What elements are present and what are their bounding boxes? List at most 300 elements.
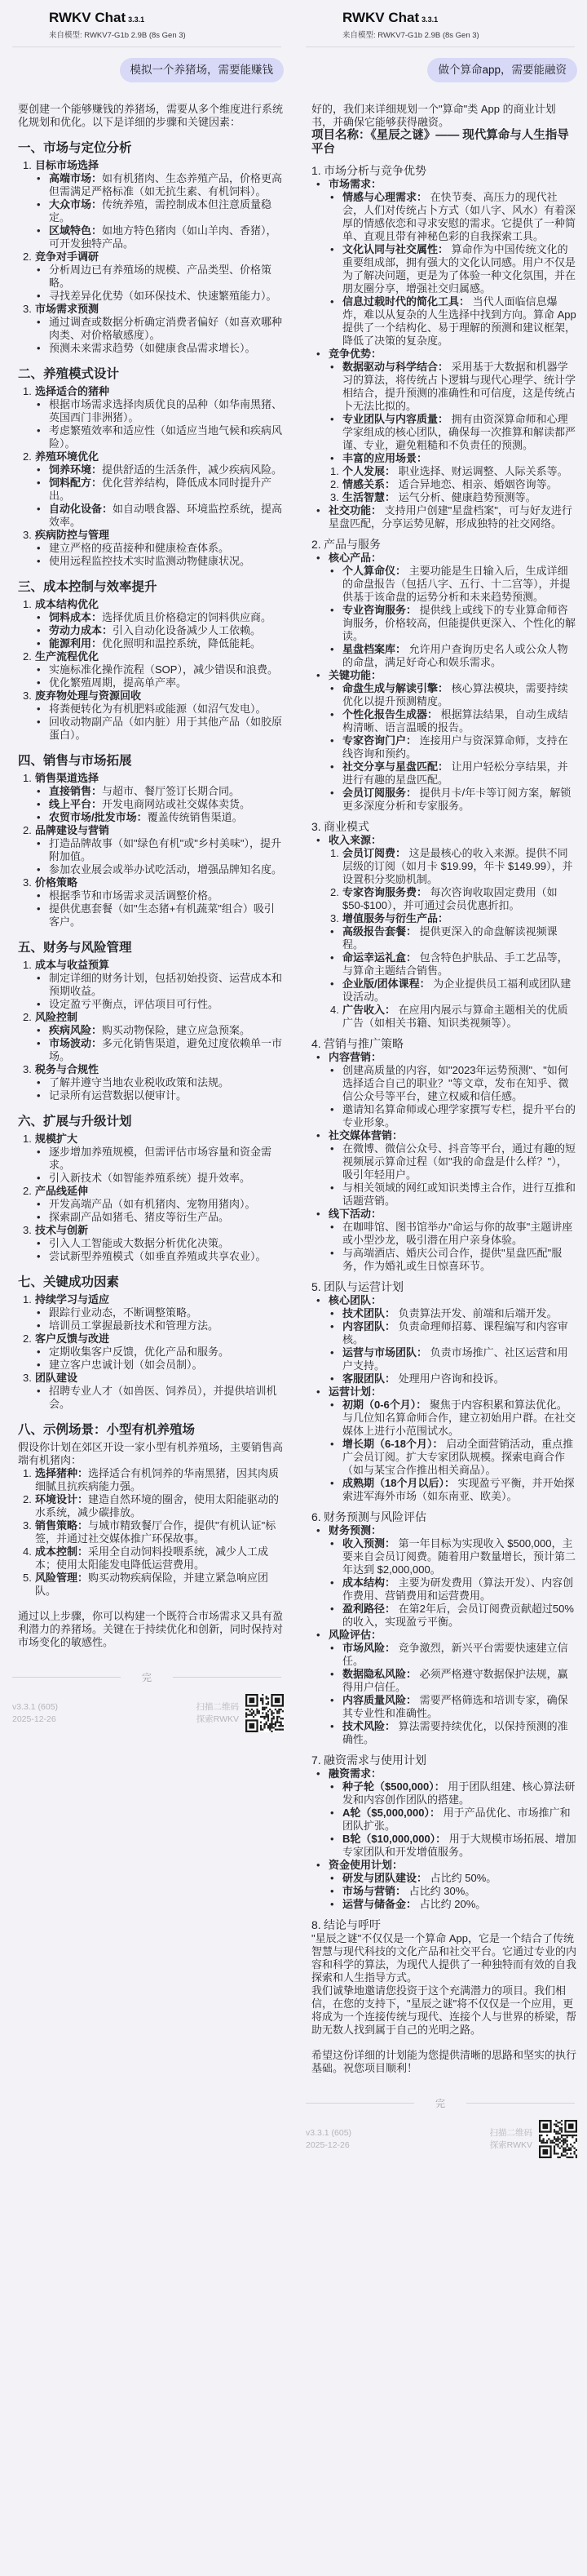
list-text: 与相关领域的网红或知识类博主合作，进行互推和话题营销。: [342, 1182, 576, 1207]
list-text: 分析周边已有养殖场的规模、产品类型、价格策略。: [49, 264, 272, 289]
spacer: [311, 2037, 576, 2049]
list-item: [23, 598, 283, 611]
list-item: [330, 413, 576, 452]
list-marker: •: [37, 477, 41, 489]
list-marker: •: [330, 604, 334, 616]
list-text: 市场需求：: [329, 178, 382, 190]
list-text: 建立严格的疫苗接种和健康检查体系。: [49, 542, 230, 554]
list-marker: •: [37, 1346, 41, 1358]
list-item: [37, 1385, 283, 1411]
list-marker: •: [316, 504, 320, 517]
list-text: A轮（$5,000,000）： 用于产品优化、市场推广和团队扩张。: [342, 1807, 571, 1832]
qr-code: [539, 2120, 577, 2158]
list-item: [37, 798, 283, 811]
list-marker: •: [330, 1668, 334, 1680]
list-marker: •: [316, 1524, 320, 1536]
list-marker: •: [37, 1037, 41, 1049]
list-marker: 3.: [23, 529, 32, 541]
list-item: [330, 1372, 576, 1386]
list-item: [330, 478, 576, 491]
footer-version-block: [306, 2127, 351, 2152]
list-text: 招聘专业人才（如兽医、饲养员），并提供培训机会。: [49, 1385, 277, 1410]
list-text: 劳动力成本：引入自动化设备减少人工依赖。: [49, 624, 262, 636]
list-text: 尝试新型养殖模式（如垂直养殖或共享农业）。: [49, 1250, 267, 1262]
list-item: [330, 1780, 576, 1807]
list-text: 探索副产品如猪毛、猪皮等衍生产品。: [49, 1211, 230, 1223]
list-marker: 2.: [23, 450, 32, 463]
list-text: 销售渠道选择: [35, 772, 99, 784]
list-text: 销售策略：与城市精致餐厅合作，提供"有机认证"标签，并通过社交媒体推广环保故事。: [35, 1519, 276, 1545]
list-text: 融资需求与使用计划: [324, 1754, 426, 1767]
list-marker: 2.: [330, 886, 339, 898]
footer-qr-block: [196, 1694, 285, 1732]
list-item: [37, 342, 283, 355]
list-text: 情感关系： 适合异地恋、相亲、婚姻咨询等。: [342, 478, 558, 490]
footer-date: 2025-12-26: [306, 2139, 350, 2150]
list-marker: •: [330, 1807, 334, 1819]
list-text: 品牌建设与营销: [35, 824, 110, 836]
list-item: [330, 643, 576, 669]
list-item: [37, 172, 283, 198]
list-item: [37, 424, 283, 450]
list-text: 使用远程监控技术实时监测动物健康状况。: [49, 555, 251, 567]
list-text: 核心产品：: [329, 552, 382, 564]
list-item: [316, 834, 576, 847]
list-item: [37, 998, 283, 1011]
list-marker: •: [330, 925, 334, 938]
list-item: [330, 1668, 576, 1694]
list-item: [37, 290, 283, 303]
list-marker: •: [37, 703, 41, 715]
list-text: 星盘档案库： 允许用户查询历史名人或公众人物的命盘，满足好奇心和娱乐需求。: [342, 643, 568, 668]
list-item: [23, 1572, 283, 1598]
list-item: [37, 1089, 283, 1102]
list-text: 打造品牌故事（如"绿色有机"或"乡村美味"），提升附加值。: [49, 837, 281, 862]
list-marker: 3.: [23, 1224, 32, 1236]
list-marker: •: [330, 734, 334, 747]
list-marker: 1.: [23, 159, 32, 171]
list-marker: •: [37, 555, 41, 567]
list-marker: •: [37, 611, 41, 623]
list-marker: 3.: [23, 1519, 32, 1532]
list-item: [37, 716, 283, 742]
list-item: [37, 637, 283, 650]
list-text: 生产流程优化: [35, 650, 99, 663]
list-marker: •: [316, 1859, 320, 1871]
list-marker: •: [316, 1629, 320, 1641]
paragraph: 项目名称：《星辰之谜》—— 现代算命与人生指导平台: [311, 129, 569, 156]
list-marker: 3.: [23, 876, 32, 889]
list-item: [23, 1293, 283, 1306]
list-item: [330, 886, 576, 912]
list-item: [23, 1545, 283, 1572]
list-text: 个人发展： 职业选择、财运调整、人际关系等。: [342, 465, 568, 477]
list-marker: •: [330, 1372, 334, 1385]
section-heading: 六、扩展与升级计划: [18, 1115, 132, 1128]
list-item: [37, 463, 283, 477]
list-text: 运营与市场团队： 负责市场推广、社区运营和用户支持。: [342, 1346, 568, 1372]
list-marker: •: [37, 902, 41, 915]
list-text: 专家咨询门户： 连接用户与资深算命师，支持在线咨询和预约。: [342, 734, 568, 760]
list-text: 大众市场：传统养殖，需控制成本但注意质量稳定。: [49, 198, 272, 224]
list-item: [37, 503, 283, 529]
list-item: [37, 1172, 283, 1185]
list-marker: •: [37, 1250, 41, 1262]
divider-line: [306, 2103, 414, 2104]
list-text: 竞争对手调研: [35, 251, 99, 263]
list-text: 直接销售：与超市、餐厅签订长期合同。: [49, 785, 241, 797]
list-item: [330, 491, 576, 504]
assistant-message: [294, 82, 587, 2075]
list-marker: 5.: [23, 1572, 32, 1584]
list-text: 根据市场需求选择肉质优良的品种（如华南黑猪、英国西门非洲猪）。: [49, 398, 283, 423]
list-item: [316, 1294, 576, 1307]
qr-caption: [490, 2127, 533, 2152]
list-marker: •: [330, 243, 334, 255]
list-marker: •: [330, 787, 334, 799]
divider-line: [12, 1677, 121, 1678]
list-text: 增长期（6-18个月）： 启动全面营销活动，重点推广会员订阅。扩大专家团队规模。探索电商合作（如与某宝合作推出相关商品）。: [342, 1438, 574, 1476]
list-item: [330, 465, 576, 478]
list-item: [23, 385, 283, 398]
list-text: 与高端酒店、婚庆公司合作，提供"星盘匹配"服务，作为婚礼或生日惊喜环节。: [342, 1247, 563, 1272]
list-text: 邀请知名算命师或心理学家撰写专栏，提升平台的专业形象。: [342, 1103, 576, 1128]
list-marker: •: [330, 565, 334, 577]
user-message-bubble: 做个算命app，需要能融资: [427, 58, 577, 82]
list-text: 价格策略: [35, 876, 78, 889]
list-marker: 1.: [330, 465, 339, 477]
list-item: [330, 1004, 576, 1030]
list-item: [23, 1519, 283, 1545]
list-text: 成本与收益预算: [35, 959, 110, 971]
list-marker: •: [37, 889, 41, 902]
list-text: 种子轮（$500,000）： 用于团队组建、核心算法研发和内容创作团队的搭建。: [342, 1780, 576, 1806]
list-item: [37, 837, 283, 863]
list-marker: 3.: [23, 689, 32, 702]
list-marker: •: [37, 798, 41, 810]
list-text: 将粪便转化为有机肥料或能源（如沼气发电）。: [49, 703, 267, 715]
list-item: [37, 224, 283, 251]
list-item: [330, 1346, 576, 1372]
list-text: 寻找差异化优势（如环保技术、快速繁殖能力）。: [49, 290, 277, 302]
user-message-row: [0, 47, 294, 82]
end-label: 完: [435, 2098, 446, 2109]
list-text: 核心团队：: [329, 1294, 382, 1306]
list-text: 会员订阅服务： 提供月卡/年卡等订阅方案，解锁更多深度分析和专家服务。: [342, 787, 572, 812]
list-marker: •: [316, 669, 320, 681]
list-marker: •: [37, 1306, 41, 1319]
list-text: 命运幸运礼盒： 包含特色护肤品、手工艺品等，与算命主题结合销售。: [342, 951, 568, 977]
list-text: 丰富的应用场景：: [342, 452, 428, 464]
list-item: [330, 1872, 576, 1885]
divider-line: [466, 2103, 575, 2104]
list-text: 农贸市场/批发市场：覆盖传统销售渠道。: [49, 811, 243, 823]
list-text: 市场分析与竞争优势: [324, 164, 426, 177]
list-item: [330, 1064, 576, 1103]
paragraph: 我们诚挚地邀请您投资于这个充满潜力的项目。我们相信，在您的支持下，"星辰之谜"将不仅仅是一个应用，更将成为一个连接传统与现代、连接个人与世界的桥梁，帮助无数人找到属于自己的光明之路。: [311, 1984, 577, 2036]
section-heading: 八、示例场景：小型有机养殖场: [18, 1423, 196, 1437]
list-marker: •: [37, 1172, 41, 1184]
list-marker: 1.: [23, 598, 32, 610]
list-marker: •: [37, 1076, 41, 1088]
list-item: [23, 1493, 283, 1519]
list-marker: •: [37, 1198, 41, 1210]
list-item: [37, 1146, 283, 1172]
section-heading: 五、财务与风险管理: [18, 941, 132, 955]
list-marker: •: [37, 224, 41, 237]
list-marker: 1.: [330, 847, 339, 859]
list-text: 养殖环境优化: [35, 450, 99, 463]
list-text: 废弃物处理与资源回收: [35, 689, 142, 702]
list-text: 关键功能：: [329, 669, 382, 681]
list-text: 研发与团队建设： 占比约 50%。: [342, 1872, 497, 1884]
list-marker: 4.: [330, 1004, 339, 1016]
paragraph: 通过以上步骤，你可以构建一个既符合市场需求又具有盈利潜力的养猪场。关键在于持续优化和创新，同时保持对市场变化的敏感性。: [18, 1610, 284, 1648]
list-marker: •: [330, 1320, 334, 1332]
list-text: 考虑繁殖效率和适应性（如适应当地气候和疾病风险）。: [49, 424, 283, 450]
list-text: 在微博、微信公众号、抖音等平台，通过有趣的短视频展示算命过程（如"我的命盘是什么样？"），吸引年轻用户。: [342, 1142, 576, 1181]
list-marker: •: [37, 172, 41, 184]
qr-caption-line1: 扫描二维码: [196, 1701, 239, 1712]
list-item: [37, 902, 283, 929]
list-marker: •: [37, 542, 41, 554]
footer-date: 2025-12-26: [12, 1714, 56, 1724]
list-marker: •: [330, 1694, 334, 1706]
divider-line: [173, 1677, 281, 1678]
list-marker: •: [330, 1603, 334, 1615]
list-item: [330, 604, 576, 643]
list-marker: •: [37, 1237, 41, 1249]
list-text: 内容营销：: [329, 1051, 382, 1063]
list-marker: •: [330, 951, 334, 964]
list-text: 专家咨询服务费： 每次咨询收取固定费用（如 $50-$100），并可通过会员优惠折扣。: [342, 886, 558, 911]
list-text: 环境设计：建造自然环境的圈舍，使用太阳能驱动的水系统，减少碳排放。: [35, 1493, 280, 1519]
list-marker: 5.: [311, 1280, 321, 1293]
list-item: [330, 1438, 576, 1477]
list-text: 营销与推广策略: [324, 1037, 404, 1050]
list-item: [23, 876, 283, 889]
section-heading: [311, 1918, 576, 1932]
list-marker: 1.: [23, 385, 32, 397]
list-text: 成本结构优化: [35, 598, 99, 610]
list-item: [330, 1576, 576, 1603]
section-heading: [311, 164, 576, 178]
list-item: [330, 1720, 576, 1746]
list-text: 增值服务与衍生产品：: [342, 912, 449, 924]
list-item: [23, 1224, 283, 1237]
paragraph: 假设你计划在郊区开设一家小型有机养殖场，主要销售高端有机猪肉：: [18, 1441, 284, 1466]
list-marker: 2.: [23, 1011, 32, 1023]
list-text: 专业团队与内容质量： 拥有由资深算命师和心理学家组成的核心团队，确保每一次推算和解读都严谨、专业，避免粗糙和不负责任的预测。: [342, 413, 576, 451]
list-marker: •: [330, 1399, 334, 1411]
list-marker: •: [37, 264, 41, 276]
list-marker: •: [330, 1872, 334, 1884]
section-heading: 七、关键成功因素: [18, 1275, 120, 1289]
list-marker: •: [330, 1477, 334, 1489]
section-heading: 四、销售与市场拓展: [18, 754, 132, 768]
list-marker: 2.: [23, 1493, 32, 1505]
app-version-badge: 3.3.1: [421, 16, 439, 24]
list-text: 成本结构： 主要为研发费用（算法开发）、内容创作费用、营销费用和运营费用。: [342, 1576, 574, 1602]
list-item: [330, 1142, 576, 1182]
list-marker: 3.: [23, 1372, 32, 1384]
list-marker: •: [37, 1359, 41, 1371]
list-text: 提供优惠套餐（如"生态猪+有机蔬菜"组合）吸引客户。: [49, 902, 275, 928]
list-item: [23, 1467, 283, 1493]
list-text: 定期收集客户反馈，优化产品和服务。: [49, 1346, 230, 1358]
list-item: [330, 1399, 576, 1438]
list-marker: •: [37, 676, 41, 689]
list-marker: •: [37, 624, 41, 636]
list-marker: 6.: [311, 1510, 321, 1523]
section-heading: [311, 538, 576, 552]
list-marker: 1.: [23, 1467, 32, 1479]
list-marker: •: [37, 863, 41, 876]
list-text: 市场风险： 竞争激烈，新兴平台需要快速建立信任。: [342, 1642, 568, 1667]
list-item: [23, 650, 283, 663]
list-text: 饲料配方：优化营养结构，降低成本同时提升产出。: [49, 477, 272, 502]
list-item: [330, 682, 576, 708]
list-marker: •: [330, 682, 334, 694]
list-text: 社交分享与星盘匹配： 让用户轻松分享结果，并进行有趣的星盘匹配。: [342, 760, 568, 786]
list-text: 团队建设: [35, 1372, 78, 1384]
list-marker: •: [37, 1024, 41, 1036]
list-text: 市场需求预测: [35, 303, 99, 315]
list-text: 产品线延伸: [35, 1185, 89, 1197]
assistant-message: [0, 82, 294, 1649]
list-item: [37, 1024, 283, 1037]
list-text: 税务与合规性: [35, 1063, 99, 1075]
list-text: 技术团队： 负责算法开发、前端和后端开发。: [342, 1307, 558, 1319]
list-marker: •: [37, 198, 41, 211]
list-text: 制定详细的财务计划，包括初始投资、运营成本和预期收益。: [49, 972, 283, 997]
list-marker: 2.: [330, 478, 339, 490]
list-text: 市场波动：多元化销售渠道，避免过度依赖单一市场。: [49, 1037, 283, 1062]
list-item: [37, 398, 283, 424]
list-item: [330, 1477, 576, 1503]
qr-caption-line2: 探索RWKV: [196, 1714, 239, 1724]
list-item: [37, 1076, 283, 1089]
section-heading: 三、成本控制与效率提升: [18, 580, 157, 594]
list-marker: •: [316, 178, 320, 190]
list-item: [316, 1208, 576, 1221]
section-heading: [311, 1280, 576, 1294]
paragraph: "星辰之谜"不仅仅是一个算命 App，它是一个结合了传统智慧与现代科技的文化产品和社交平台。它通过专业的内容和科学的算法，为现代人提供了一种独特而有效的自我探索和人生指导方式。: [311, 1932, 577, 1984]
footer-version-block: [12, 1701, 58, 1726]
app-title-row: [342, 10, 575, 26]
list-item: [23, 1063, 283, 1076]
list-text: 产品与服务: [324, 538, 381, 551]
end-of-message-divider: [306, 2096, 575, 2110]
list-marker: •: [37, 1089, 41, 1102]
list-marker: 2.: [23, 1185, 32, 1197]
list-item: [316, 1051, 576, 1064]
list-marker: •: [316, 1294, 320, 1306]
list-item: [330, 1247, 576, 1273]
list-text: 在咖啡馆、图书馆举办"命运与你的故事"主题讲座或小型沙龙，吸引潜在用户亲身体验。: [342, 1221, 573, 1246]
list-item: [37, 889, 283, 902]
list-item: [37, 663, 283, 676]
list-item: [316, 504, 576, 530]
list-item: [330, 1537, 576, 1576]
list-marker: •: [37, 1146, 41, 1158]
list-text: 逐步增加养殖规模，但需评估市场容量和资金需求。: [49, 1146, 272, 1171]
list-item: [23, 1011, 283, 1024]
list-item: [330, 1603, 576, 1629]
list-item: [23, 1185, 283, 1198]
paragraph: 希望这份详细的计划能为您提供清晰的思路和坚实的执行基础。祝您项目顺利！: [311, 2049, 577, 2074]
list-text: 内容团队： 负责命理师招募、课程编写和内容审核。: [342, 1320, 568, 1346]
list-marker: •: [330, 361, 334, 373]
list-text: 财务预测与风险评估: [324, 1510, 426, 1523]
list-text: 盈利路径： 在第2年后，会员订阅费贡献超过50%的收入，实现盈亏平衡。: [342, 1603, 574, 1628]
user-message-bubble: 模拟一个养猪场，需要能赚钱: [120, 58, 285, 82]
list-marker: •: [37, 1211, 41, 1223]
list-marker: •: [330, 1307, 334, 1319]
list-marker: •: [37, 716, 41, 728]
list-marker: •: [330, 413, 334, 425]
list-item: [37, 703, 283, 716]
end-of-message-divider: [12, 1670, 281, 1684]
list-marker: •: [37, 972, 41, 984]
list-item: [37, 676, 283, 689]
list-text: 生活智慧： 运气分析、健康趋势预测等。: [342, 491, 536, 503]
list-marker: 1.: [23, 959, 32, 971]
list-text: 融资需求：: [329, 1767, 382, 1780]
list-item: [330, 847, 576, 886]
list-item: [37, 1198, 283, 1211]
list-item: [330, 1807, 576, 1833]
list-marker: •: [37, 398, 41, 410]
list-text: 疾病风险：购买动物保险，建立应急预案。: [49, 1024, 251, 1036]
list-marker: •: [330, 1438, 334, 1450]
list-item: [37, 1359, 283, 1372]
list-item: [330, 1307, 576, 1320]
qr-caption-line1: 扫描二维码: [489, 2127, 532, 2138]
list-item: [37, 264, 283, 290]
list-item: [330, 787, 576, 813]
section-heading: 二、养殖模式设计: [18, 367, 120, 381]
list-text: 跟踪行业动态，不断调整策略。: [49, 1306, 198, 1319]
list-text: 个性化报告生成器： 根据算法结果，自动生成结构清晰、语言温暖的报告。: [342, 708, 568, 734]
app-title-row: [49, 10, 281, 26]
list-marker: •: [316, 834, 320, 846]
list-marker: •: [330, 1221, 334, 1233]
list-marker: •: [37, 785, 41, 797]
list-marker: •: [316, 1767, 320, 1780]
list-marker: •: [37, 1319, 41, 1332]
list-text: 会员订阅费： 这是最核心的收入来源。提供不同层级的订阅（如月卡 $19.99，年卡 $149.99），并设置积分奖励机制。: [342, 847, 573, 885]
list-item: [330, 1833, 576, 1859]
list-text: 技术与创新: [35, 1224, 89, 1236]
list-item: [316, 1524, 576, 1537]
list-marker: •: [330, 978, 334, 990]
list-marker: 2.: [23, 650, 32, 663]
list-text: 选择猪种：选择适合有机饲养的华南黑猪，因其肉质细腻且抗疾病能力强。: [35, 1467, 280, 1492]
list-marker: 1.: [23, 1133, 32, 1145]
list-text: 优化繁殖周期，提高单产率。: [49, 676, 188, 689]
list-text: 运营计划：: [329, 1386, 382, 1398]
list-marker: •: [330, 1537, 334, 1550]
list-marker: •: [316, 1129, 320, 1142]
list-text: 结论与呼吁: [324, 1918, 381, 1931]
list-marker: 3.: [23, 303, 32, 315]
list-item: [316, 1129, 576, 1142]
section-heading: [311, 1037, 576, 1051]
list-marker: •: [330, 1103, 334, 1115]
list-item: [23, 689, 283, 703]
list-item: [330, 1642, 576, 1668]
